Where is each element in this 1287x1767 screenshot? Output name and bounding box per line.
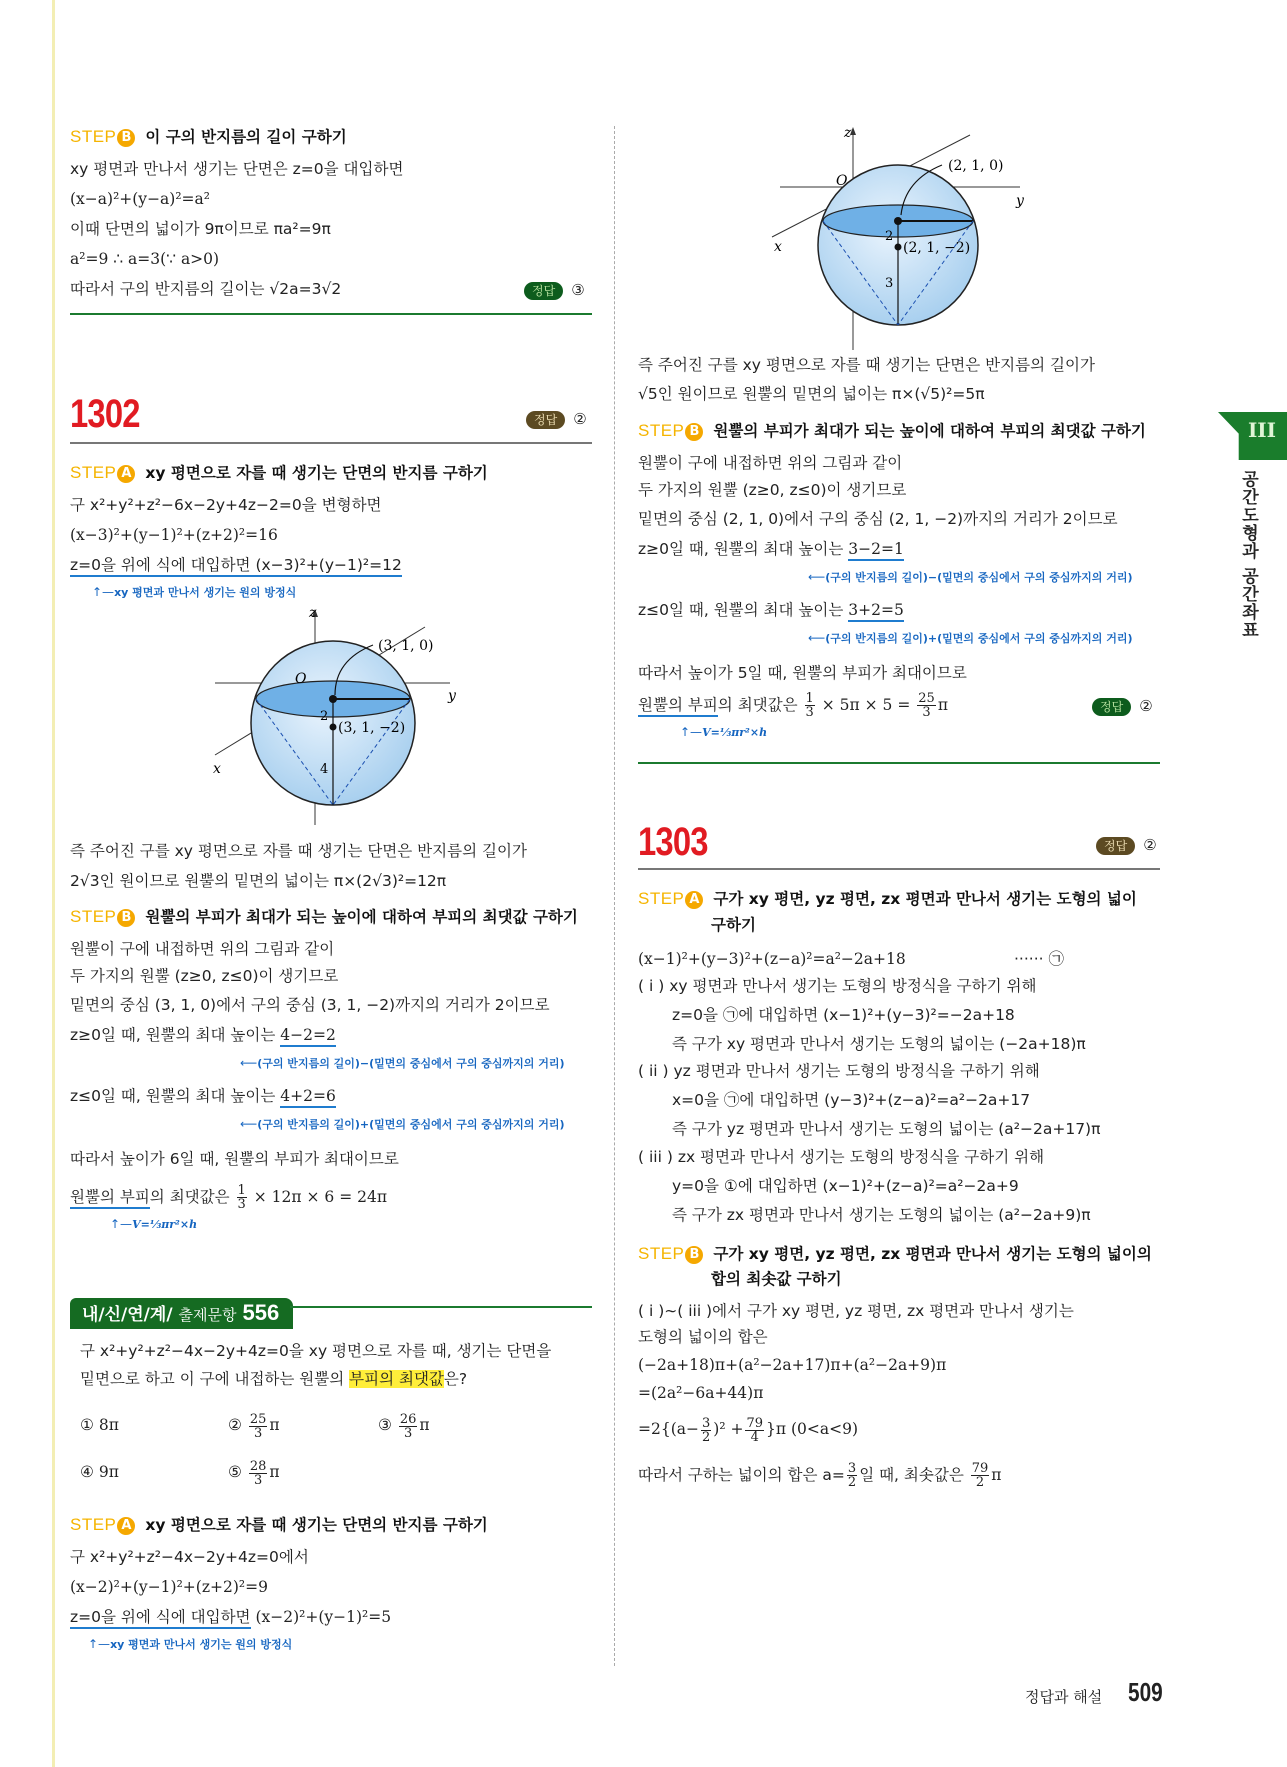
naesin-label (70, 1298, 293, 1329)
annotation (88, 1632, 292, 1656)
answer-pill: 정답 (526, 411, 565, 429)
step-title: xy 평면으로 자를 때 생기는 단면의 반지름 구하기 (145, 1516, 488, 1534)
svg-text:3: 3 (885, 276, 894, 291)
case-line: 즉 구가 zx 평면과 만나서 생기는 도형의 넓이는 (a²−2a+9)π (672, 1206, 1091, 1224)
case-line: x=0을 ㉠에 대입하면 (y−3)²+(z−a)²=a²−2a+17 (672, 1091, 1031, 1109)
arrow-left-icon: ⟵ (808, 631, 826, 645)
arrow-icon: ↑— (110, 1217, 133, 1231)
text-line: 원뿔의 부피의 최댓값은 $\frac{1}{3}$ × 5π × 5 = $\frac{25}{3}$ π (638, 691, 949, 720)
equation-line: (x−3)²+(y−1)²+(z+2)²=16 (70, 526, 278, 544)
text-line (70, 1606, 391, 1628)
case-heading: ( i ) xy 평면과 만나서 생기는 도형의 방정식을 구하기 위해 (638, 977, 1037, 995)
text: 은? (443, 1370, 468, 1388)
step-label: STEP (638, 889, 685, 908)
problem-divider (70, 442, 592, 444)
svg-text:x: x (774, 239, 782, 255)
naesin-subtitle: 출제문항 (178, 1306, 237, 1324)
section-divider (638, 762, 1160, 764)
step-a-heading (70, 462, 488, 484)
underlined-value: 3−2=1 (848, 540, 904, 561)
text-line: 2√3인 원이므로 원뿔의 밑면의 넓이는 π×(2√3)²=12π (70, 872, 447, 890)
step-badge: A (117, 465, 135, 483)
annotation (680, 720, 767, 744)
step-title: xy 평면으로 자를 때 생기는 단면의 반지름 구하기 (145, 464, 488, 482)
text-line: 따라서 구의 반지름의 길이는 √2a=3√2 (70, 280, 342, 298)
case-heading: ( iii ) zx 평면과 만나서 생기는 도형의 방정식을 구하기 위해 (638, 1148, 1045, 1166)
svg-text:(2, 1, −2): (2, 1, −2) (903, 240, 971, 256)
highlighted-text: 부피의 최댓값 (349, 1370, 444, 1388)
step-badge: B (685, 1246, 703, 1264)
text: 의 최댓값은 (717, 696, 798, 714)
sphere-figure (770, 125, 1040, 350)
annotation-text: xy 평면과 만나서 생기는 원의 방정식 (110, 1638, 293, 1651)
footer-label: 정답과 해설 (1025, 1688, 1103, 1706)
equation-line: =2{(a− $\frac{3}{2}$ )² + $\frac{79}{4}$ }π (0<a<9) (638, 1415, 859, 1445)
text-line (638, 599, 904, 621)
annotation (110, 1212, 197, 1236)
text: z≤0일 때, 원뿔의 최대 높이는 (638, 601, 849, 619)
answer-value: ② (1139, 697, 1153, 715)
equation: (x−2)²+(y−1)²=5 (250, 1608, 392, 1626)
question-line: 구 x²+y²+z²−4x−2y+4z=0을 xy 평면으로 자를 때, 생기는 단면을 (80, 1342, 552, 1360)
arrow-left-icon: ⟵ (240, 1117, 258, 1131)
step-b-heading (70, 906, 578, 928)
problem-number: 1302 (70, 392, 140, 436)
svg-text:z: z (309, 605, 317, 621)
text-line: 도형의 넓이의 합은 (638, 1328, 768, 1346)
chapter-title-vertical: 공간도형과 공간좌표 (1238, 470, 1258, 639)
annotation (240, 1112, 565, 1136)
svg-text:y: y (448, 688, 456, 704)
step-title: 이 구의 반지름의 길이 구하기 (145, 128, 347, 146)
annotation-text: (구의 반지름의 길이)−(밑면의 중심에서 구의 중심까지의 거리) (825, 571, 1133, 584)
annotation-text: (구의 반지름의 길이)+(밑면의 중심에서 구의 중심까지의 거리) (825, 632, 1133, 645)
text-line: 원뿔이 구에 내접하면 위의 그림과 같이 (638, 454, 903, 472)
fraction: $\frac{25}{3}$ (918, 691, 935, 720)
equation-line: (−2a+18)π+(a²−2a+17)π+(a²−2a+9)π (638, 1356, 947, 1374)
step-title-continued: 합의 최솟값 구하기 (711, 1270, 842, 1288)
step-title: 원뿔의 부피가 최대가 되는 높이에 대하여 부피의 최댓값 구하기 (713, 422, 1146, 440)
equation-line: (x−1)²+(y−3)²+(z−a)²=a²−2a+18 (638, 950, 906, 968)
case-line: z=0을 ㉠에 대입하면 (x−1)²+(y−3)²=−2a+18 (672, 1006, 1015, 1024)
column-divider (614, 126, 615, 1666)
annotation-text: (구의 반지름의 길이)−(밑면의 중심에서 구의 중심까지의 거리) (257, 1057, 565, 1070)
equation-tag: ······ ㉠ (1014, 950, 1064, 968)
answer-pill: 정답 (524, 282, 563, 300)
case-line: 즉 구가 yz 평면과 만나서 생기는 도형의 넓이는 (a²−2a+17)π (672, 1120, 1101, 1138)
text-line: 따라서 높이가 6일 때, 원뿔의 부피가 최대이므로 (70, 1150, 399, 1168)
fraction: $\frac{1}{3}$ (237, 1183, 246, 1212)
problem-divider (638, 868, 1160, 870)
equation-line: (x−a)²+(y−a)²=a² (70, 190, 210, 208)
answer-pill: 정답 (1096, 837, 1135, 855)
answer-value: ③ (571, 281, 585, 299)
annotation (92, 580, 296, 604)
arrow-left-icon: ⟵ (808, 570, 826, 584)
underlined-text: z=0을 위에 식에 대입하면 (x−3)²+(y−1)²=12 (70, 556, 402, 577)
case-heading: ( ii ) yz 평면과 만나서 생기는 도형의 방정식을 구하기 위해 (638, 1062, 1040, 1080)
text-line: 즉 주어진 구를 xy 평면으로 자를 때 생기는 단면은 반지름의 길이가 (70, 842, 527, 860)
equation-line: a²=9 ∴ a=3(∵ a>0) (70, 250, 220, 268)
text: z≥0일 때, 원뿔의 최대 높이는 (70, 1026, 281, 1044)
text-line: xy 평면과 만나서 생기는 단면은 z=0을 대입하면 (70, 160, 404, 178)
annotation-text: V=⅓πr²×h (702, 726, 768, 739)
arrow-icon: ↑— (680, 725, 703, 739)
text: 밑면으로 하고 이 구에 내접하는 원뿔의 (80, 1370, 350, 1388)
svg-text:2: 2 (885, 229, 894, 244)
step-label: STEP (638, 1244, 685, 1263)
arrow-icon: ↑— (88, 1637, 111, 1651)
annotation (808, 565, 1133, 589)
text: z≥0일 때, 원뿔의 최대 높이는 (638, 540, 849, 558)
step-title-continued: 구하기 (711, 916, 756, 934)
svg-text:(3, 1, −2): (3, 1, −2) (338, 720, 406, 736)
svg-text:2: 2 (320, 709, 329, 724)
text-line: 두 가지의 원뿔 (z≥0, z≤0)이 생기므로 (70, 967, 339, 985)
text-line (638, 538, 904, 560)
answer-pill: 정답 (1092, 698, 1131, 716)
answer-value: ② (1143, 836, 1157, 854)
arrow-icon: ↑— (92, 585, 115, 599)
text-line: 밑면의 중심 (2, 1, 0)에서 구의 중심 (2, 1, −2)까지의 거리가 2이므로 (638, 510, 1118, 528)
text: z≤0일 때, 원뿔의 최대 높이는 (70, 1087, 281, 1105)
answer-box (1096, 834, 1157, 856)
choice-5[interactable]: ⑤ $\frac{28}{3}$ π (228, 1458, 280, 1488)
step-badge: B (117, 909, 135, 927)
naesin-rule (290, 1306, 592, 1308)
step-title: 구가 xy 평면, yz 평면, zx 평면과 만나서 생기는 도형의 넓이의 (713, 1245, 1152, 1263)
naesin-title: 내/신/연/계/ (82, 1305, 173, 1325)
text-line: √5인 원이므로 원뿔의 밑면의 넓이는 π×(√5)²=5π (638, 385, 985, 403)
step-label: STEP (70, 907, 117, 926)
svg-text:O: O (295, 671, 307, 687)
step-label: STEP (70, 127, 117, 146)
text-line (70, 1180, 387, 1214)
text-line: 두 가지의 원뿔 (z≥0, z≤0)이 생기므로 (638, 481, 907, 499)
answer-value: ② (573, 410, 587, 428)
underlined-text: 원뿔의 부피 (638, 696, 718, 717)
page-margin-bar (52, 0, 55, 1767)
annotation (240, 1051, 565, 1075)
step-b-heading (638, 420, 1146, 442)
underlined-value: 3+2=5 (848, 601, 904, 622)
section-divider (70, 313, 592, 315)
answer-box (524, 279, 585, 301)
sphere-figure (195, 605, 465, 830)
annotation-text: xy 평면과 만나서 생기는 원의 방정식 (114, 586, 297, 599)
problem-number: 1303 (638, 820, 708, 864)
equation-line: (x−2)²+(y−1)²+(z+2)²=9 (70, 1578, 268, 1596)
annotation-text: (구의 반지름의 길이)+(밑면의 중심에서 구의 중심까지의 거리) (257, 1118, 565, 1131)
svg-text:(3, 1, 0): (3, 1, 0) (378, 638, 434, 654)
step-badge: A (117, 1517, 135, 1535)
underlined-value: 4−2=2 (280, 1026, 336, 1047)
annotation-text: V=⅓πr²×h (132, 1218, 198, 1231)
case-line: y=0을 ①에 대입하면 (x−1)²+(z−a)²=a²−2a+9 (672, 1177, 1019, 1195)
step-a-heading (70, 1514, 488, 1536)
svg-text:(2, 1, 0): (2, 1, 0) (948, 158, 1004, 174)
step-b-heading (638, 1243, 1152, 1265)
text-line (70, 1024, 336, 1046)
chapter-tab-label: III (1247, 418, 1277, 442)
step-label: STEP (70, 1515, 117, 1534)
text-line (70, 554, 402, 576)
text-line: 원뿔이 구에 내접하면 위의 그림과 같이 (70, 940, 335, 958)
text-line (70, 1085, 336, 1107)
choice-1[interactable]: ① 8π (80, 1416, 119, 1434)
step-label: STEP (70, 463, 117, 482)
choice-3[interactable]: ③ $\frac{26}{3}$ π (378, 1411, 430, 1441)
svg-text:O: O (836, 173, 848, 189)
naesin-number: 556 (242, 1300, 280, 1325)
svg-text:z: z (844, 125, 852, 141)
step-badge: B (117, 129, 135, 147)
arrow-left-icon: ⟵ (240, 1056, 258, 1070)
svg-text:x: x (213, 761, 221, 777)
text-line: 이때 단면의 넓이가 9π이므로 πa²=9π (70, 220, 331, 238)
step-a-heading (638, 888, 1137, 910)
step-badge: B (685, 423, 703, 441)
text-line: 밑면의 중심 (3, 1, 0)에서 구의 중심 (3, 1, −2)까지의 거리가 2이므로 (70, 996, 550, 1014)
step-badge: A (685, 891, 703, 909)
underlined-text: 원뿔의 부피 (70, 1188, 150, 1209)
text-line: 구 x²+y²+z²−4x−2y+4z=0에서 (70, 1548, 309, 1566)
equation: × 12π × 6 = 24π (253, 1188, 388, 1206)
step-title: 원뿔의 부피가 최대가 되는 높이에 대하여 부피의 최댓값 구하기 (145, 908, 578, 926)
choice-4[interactable]: ④ 9π (80, 1463, 119, 1481)
question-line (80, 1368, 467, 1390)
text-line: 구 x²+y²+z²−6x−2y+4z−2=0을 변형하면 (70, 496, 382, 514)
answer-box (526, 408, 587, 430)
text-line: ( i )∼( iii )에서 구가 xy 평면, yz 평면, zx 평면과 만나서 생기는 (638, 1302, 1074, 1320)
text-line: 따라서 높이가 5일 때, 원뿔의 부피가 최대이므로 (638, 664, 967, 682)
step-b-heading (70, 126, 347, 148)
choice-2[interactable]: ② $\frac{25}{3}$ π (228, 1411, 280, 1441)
underlined-text: z=0을 위에 식에 대입하면 (70, 1608, 251, 1629)
text-line: 즉 주어진 구를 xy 평면으로 자를 때 생기는 단면은 반지름의 길이가 (638, 356, 1095, 374)
underlined-value: 4+2=6 (280, 1087, 336, 1108)
final-answer-line: 따라서 구하는 넓이의 합은 a= $\frac{3}{2}$ 일 때, 최솟값은 $\frac{79}{2}$ π (638, 1461, 1002, 1490)
svg-text:4: 4 (320, 762, 329, 777)
step-title: 구가 xy 평면, yz 평면, zx 평면과 만나서 생기는 도형의 넓이 (713, 890, 1137, 908)
equation: × 5π × 5 = (821, 696, 911, 714)
svg-text:y: y (1016, 193, 1024, 209)
case-line: 즉 구가 xy 평면과 만나서 생기는 도형의 넓이는 (−2a+18)π (672, 1035, 1086, 1053)
text: 의 최댓값은 (149, 1188, 230, 1206)
answer-box (1092, 695, 1153, 717)
step-label: STEP (638, 421, 685, 440)
annotation (808, 626, 1133, 650)
fraction: $\frac{1}{3}$ (805, 691, 814, 720)
equation-line: =(2a²−6a+44)π (638, 1384, 764, 1402)
page-number: 509 (1128, 1677, 1163, 1707)
